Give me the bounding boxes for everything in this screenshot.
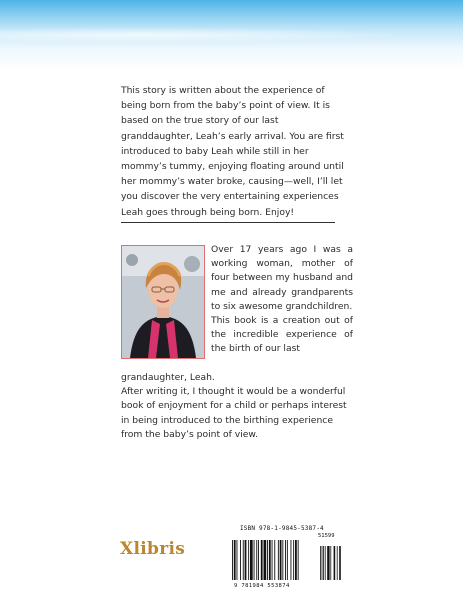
back-cover-blurb: This story is written about the experience of being born from the baby’s point of view. It is based on the true story of our last granddaughter, Leah’s early arrival. You are first introduced to baby Leah while still in her mommy’s tummy, enjoying floating around until her mommy’s water broke, causing—well, I’ll let you discover the very entertaining experiences Leah goes through being born. Enjoy! [121,85,344,218]
isbn-barcode [226,522,346,596]
isbn-text: ISBN 978-1-9845-5387-4 [240,525,324,532]
section-divider [121,222,335,223]
bio-paragraph-1: Over 17 years ago I was a working woman, mother of four between my husband and me and already grandparents to six awesome grandchildren. [211,244,353,312]
author-photo [121,245,205,359]
bio-paragraph-2-end: grandaughter, Leah. [121,372,215,383]
author-bio-wide [121,371,353,442]
bio-paragraph-3: After writing it, I thought it would be a wonderful book of enjoyment for a child or perhaps interest in being introduced to the birthing experience from the baby’s point of view. [121,386,347,440]
barcode-bars [230,540,342,586]
ean-digits: 9 781984 553874 [234,583,290,589]
price-code: 51599 [318,533,335,539]
bio-paragraph-2-start: This book is a creation out of the incredible experience of the birth of our last [211,315,353,355]
publisher-logo: Xlibris [120,539,186,559]
sky-header-band [0,0,463,70]
author-bio-column [211,243,353,357]
